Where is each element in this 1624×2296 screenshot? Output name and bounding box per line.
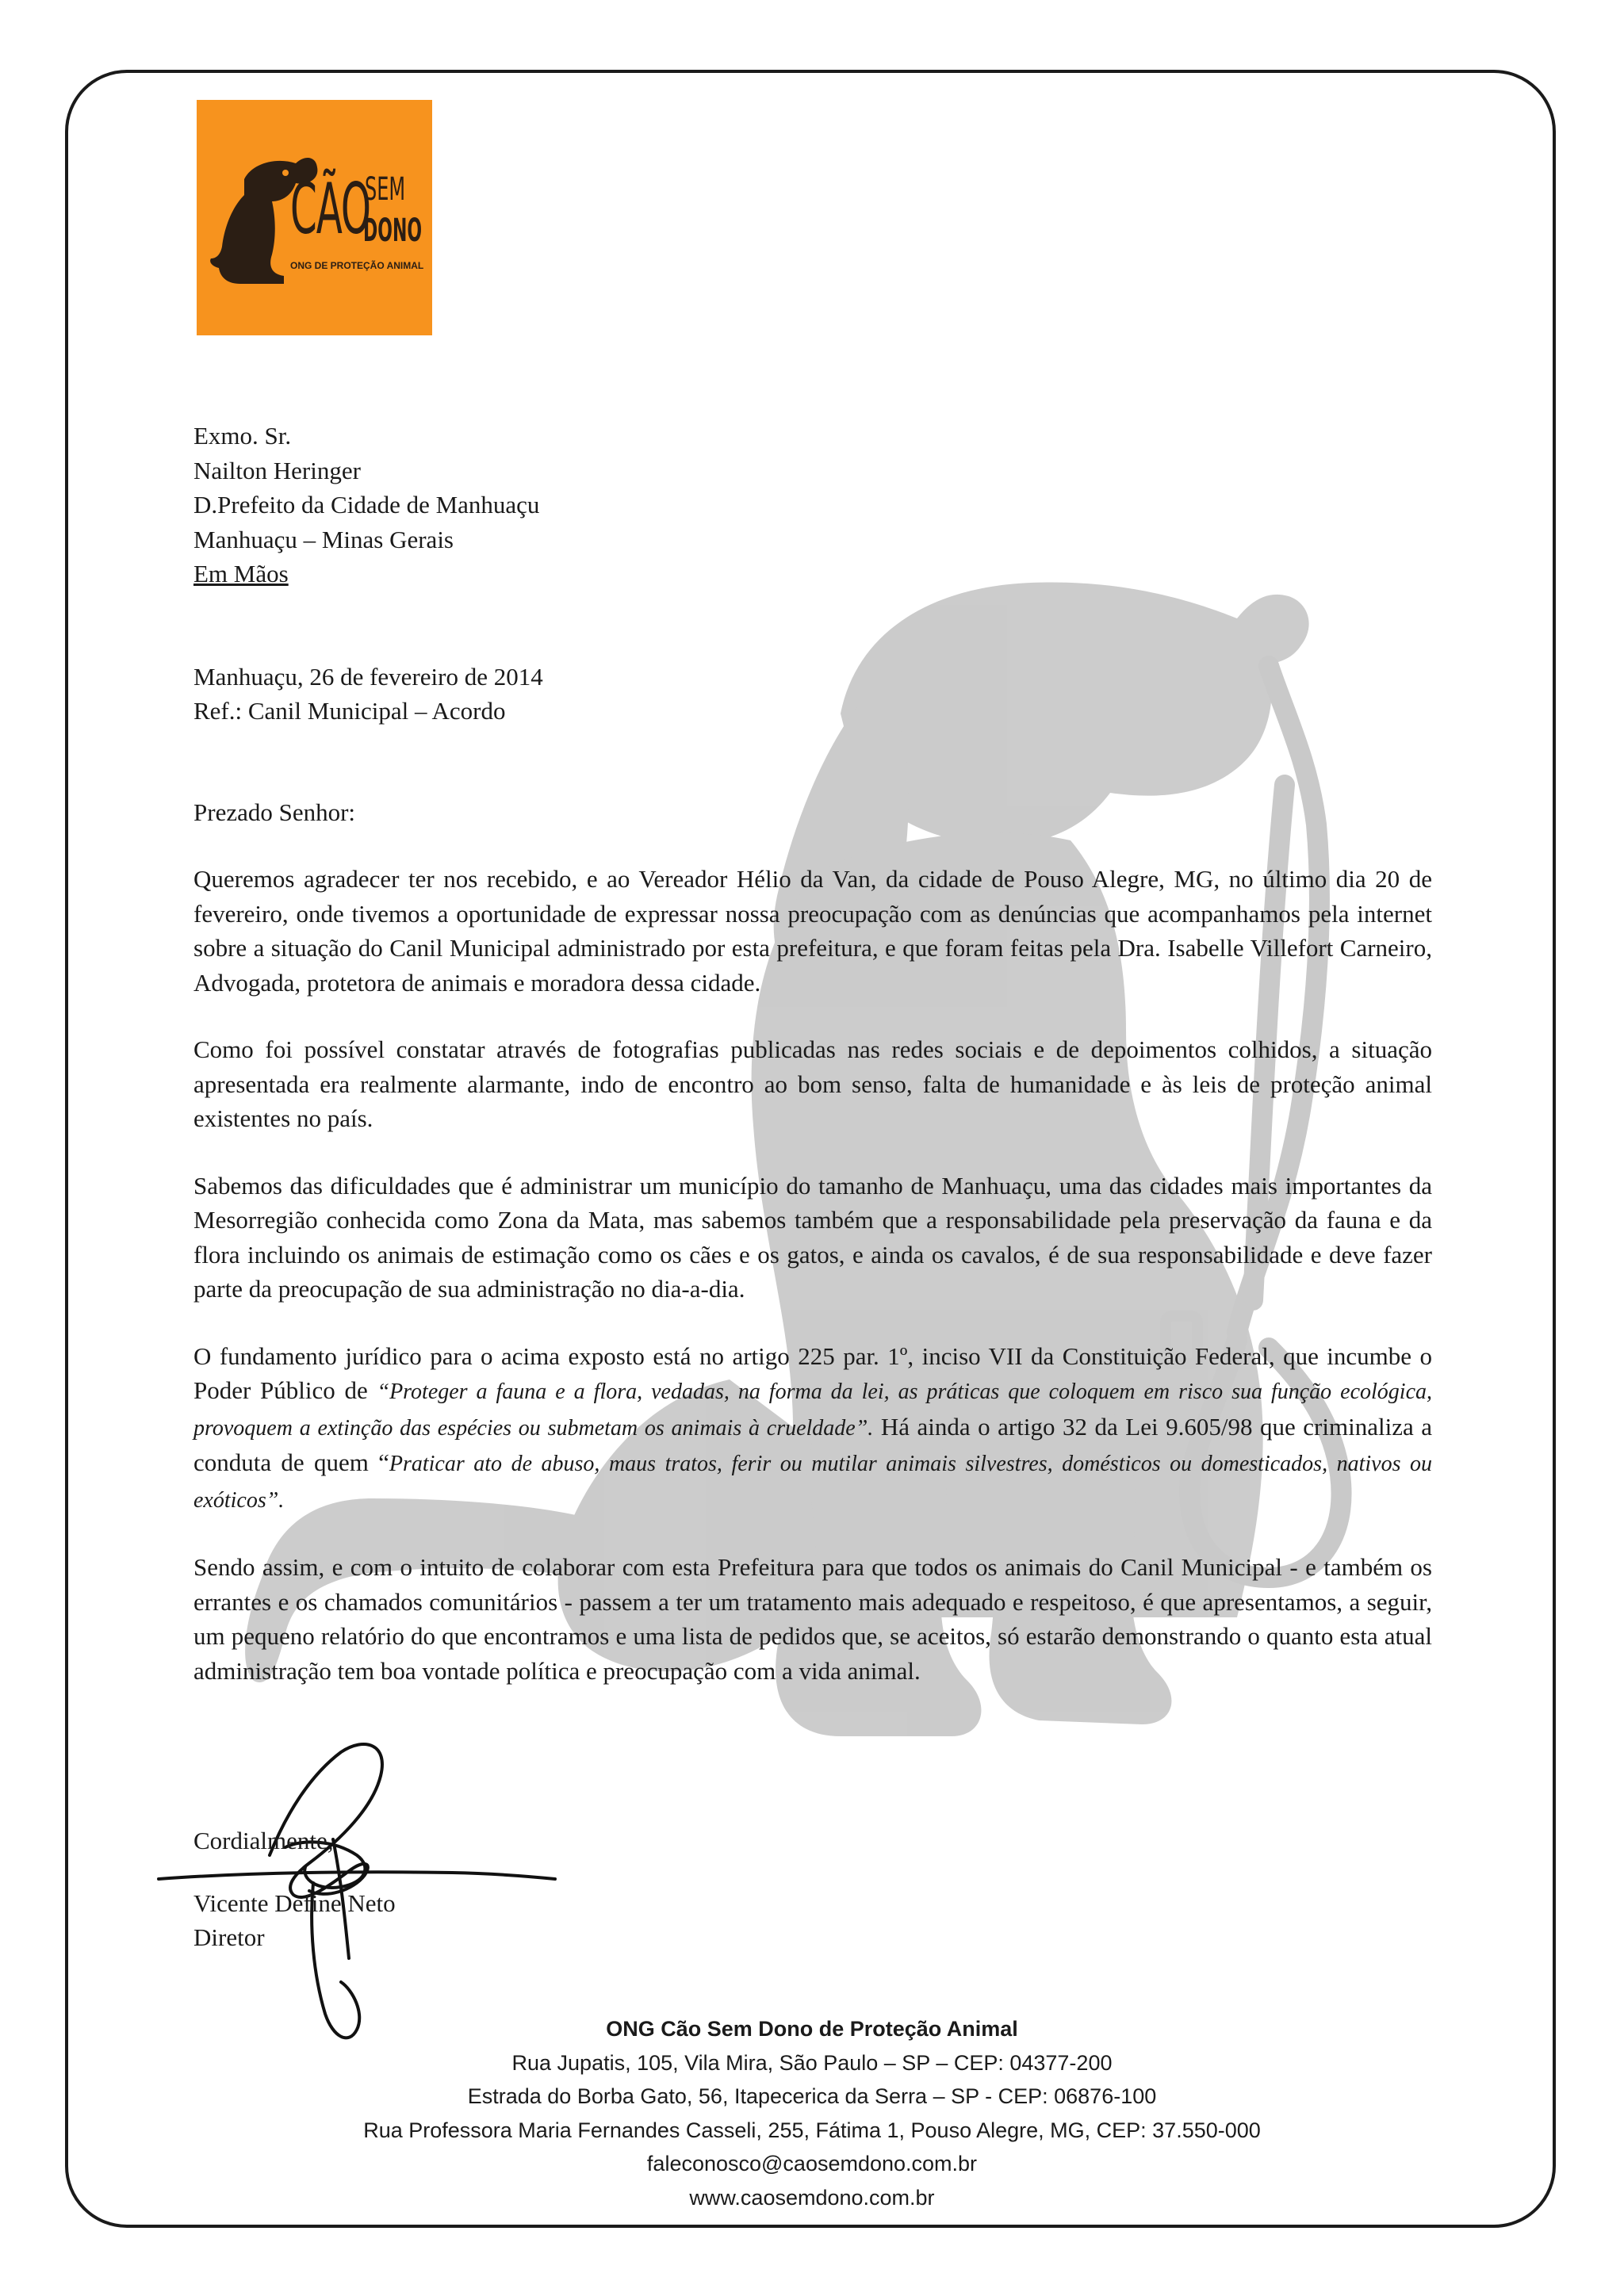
footer [0,2012,1624,2214]
salutation: Prezado Senhor: [193,798,356,826]
logo-brand-cao: CÃO [290,168,370,250]
recipient-location: Manhuaçu – Minas Gerais [193,525,454,553]
paragraph-5: Sendo assim, e com o intuito de colaborar com esta Prefeitura para que todos os animais do Canil Municipal - e também os errantes e os chamados comunitários - passem a ter um tratamento mais adequado e respeitoso, é que apresentamos, a seguir, um pequeno relatório do que encontramos e uma lista de pedidos que, se aceitos, só estarão demonstrando o quanto esta atual administração tem boa vontade política e preocupação com a vida animal. [193,1553,1432,1685]
recipient-block [193,419,1432,591]
paragraph-4-quote-law: Praticar ato de abuso, maus tratos, ferir ou mutilar animais silvestres, domésticos ou domesticados, nativos ou exóticos”. [193,1452,1432,1513]
paragraph-3: Sabemos das dificuldades que é administrar um município do tamanho de Manhuaçu, uma das cidades mais importantes da Mesorregião conhecida como Zona da Mata, mas sabemos também que a responsabilidade pela preservação da fauna e da flora incluindo os animais de estimação como os cães e os gatos, e ainda os cavalos, é de sua responsabilidade e deve fazer parte da preocupação de sua administração no dia-a-dia. [193,1171,1432,1303]
logo-brand-sem: SEM [365,171,406,208]
logo [197,100,432,335]
logo-tagline: ONG DE PROTEÇÃO ANIMAL [290,260,424,271]
logo-brand-dono: DONO [363,212,423,249]
footer-address-2: Estrada do Borba Gato, 56, Itapecerica da Serra – SP - CEP: 06876-100 [467,2084,1157,2108]
footer-org-name: ONG Cão Sem Dono de Proteção Animal [606,2017,1018,2041]
paragraph-4 [193,1339,1432,1518]
recipient-salutation: Exmo. Sr. [193,422,292,450]
footer-address-3: Rua Professora Maria Fernandes Casseli, 255, Fátima 1, Pouso Alegre, MG, CEP: 37.550-000 [363,2118,1261,2142]
paragraph-2: Como foi possível constatar através de fotografias publicadas nas redes sociais e de depoimentos colhidos, a situação apresentada era realmente alarmante, indo de encontro ao bom senso, falta de humanidade e às leis de proteção animal existentes no país. [193,1035,1432,1132]
recipient-name: Nailton Heringer [193,456,361,484]
recipient-delivery: Em Mãos [193,560,289,587]
closing-block [193,1823,396,1955]
sign-off: Cordialmente, [193,1827,334,1854]
paragraph-4-text-b: Há ainda o artigo 32 da Lei 9.605/98 que criminaliza a conduta de quem “ [193,1412,1432,1476]
letter-date: Manhuaçu, 26 de fevereiro de 2014 [193,662,543,691]
letter-body [193,419,1432,1688]
paragraph-4-text-a: O fundamento jurídico para o acima exposto está no artigo 225 par. 1º, inciso VII da Constituição Federal, que incumbe o Poder Público de [193,1341,1432,1404]
recipient-title: D.Prefeito da Cidade de Manhuaçu [193,491,540,519]
footer-email[interactable]: faleconosco@caosemdono.com.br [646,2152,978,2175]
paragraph-4-quote-constitution: “Proteger a fauna e a flora, vedadas, na forma da lei, as práticas que coloquem em risco sua função ecológica, provoquem a extinção das espécies ou submetam os animais à crueldade”. [193,1380,1432,1441]
meta-block [193,660,1432,729]
signer-title: Diretor [193,1923,265,1951]
signer-name: Vicente Define Neto [193,1888,396,1917]
footer-website[interactable]: www.caosemdono.com.br [689,2185,935,2210]
footer-address-1: Rua Jupatis, 105, Vila Mira, São Paulo – SP – CEP: 04377-200 [511,2050,1113,2075]
paragraph-1: Queremos agradecer ter nos recebido, e ao Vereador Hélio da Van, da cidade de Pouso Alegre, MG, no último dia 20 de fevereiro, onde tivemos a oportunidade de expressar nossa preocupação com as denúncias que acompanhamos pela internet sobre a situação do Canil Municipal administrado por esta prefeitura, e que foram feitas pela Dra. Isabelle Villefort Carneiro, Advogada, protetora de animais e moradora dessa cidade. [193,865,1432,997]
letter-reference: Ref.: Canil Municipal – Acordo [193,697,506,725]
